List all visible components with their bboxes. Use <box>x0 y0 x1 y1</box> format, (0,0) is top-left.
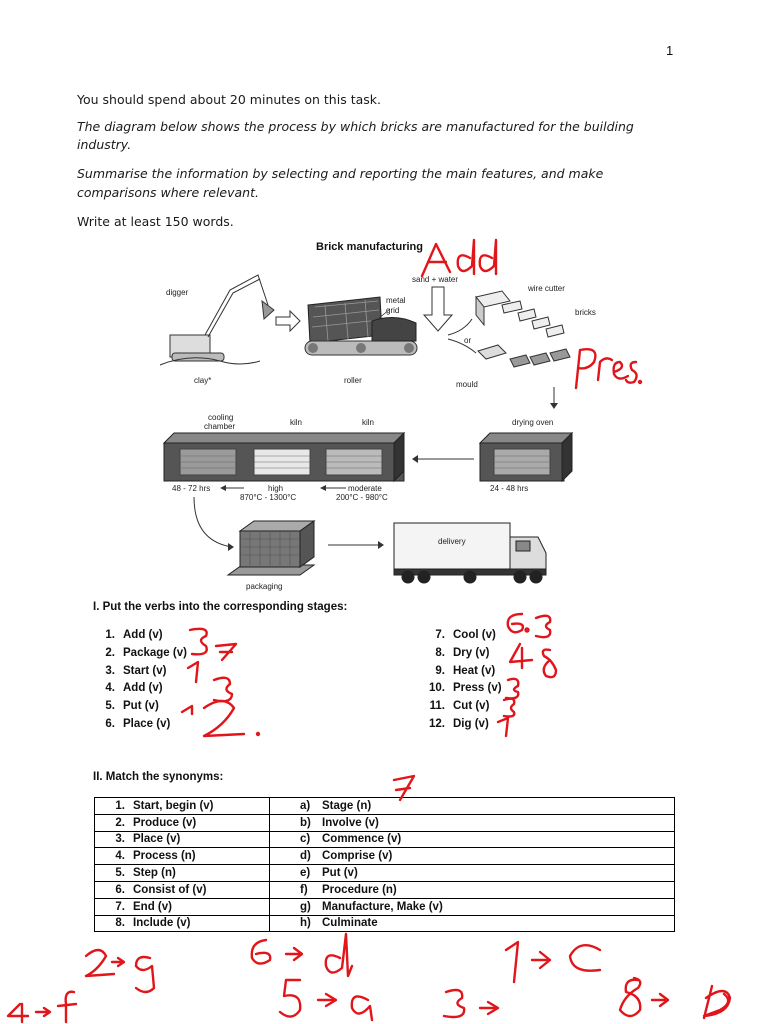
label-sand-water: sand + water <box>412 275 459 284</box>
handwritten-stage-numbers-right <box>498 614 556 736</box>
list-item: 3. Start (v) <box>105 664 167 677</box>
arrow-sand-water <box>424 287 452 331</box>
label-moderate-temp: 200°C - 980°C <box>336 493 388 502</box>
label-chamber: chamber <box>204 422 236 431</box>
label-delivery: delivery <box>438 537 466 546</box>
list-item: 4. Add (v) <box>105 682 163 695</box>
label-kiln-high: kiln <box>290 418 303 427</box>
table-row: 3. Place (v) c) Commence (v) <box>95 831 675 848</box>
label-kiln-moderate: kiln <box>362 418 375 427</box>
list-item: 8. Dry (v) <box>435 646 490 659</box>
arrow-to-packaging <box>194 497 232 547</box>
synonym-table <box>94 797 675 932</box>
label-24-48-hrs: 24 - 48 hrs <box>490 484 529 493</box>
handwritten-match-answers <box>8 934 730 1022</box>
label-packaging: packaging <box>246 582 283 591</box>
label-digger: digger <box>166 288 189 297</box>
task-prompt-line-2: industry. <box>77 137 132 152</box>
list-item: 12. Dig (v) <box>429 717 489 730</box>
metal-grid-roller-illustration <box>305 297 417 355</box>
list-item: 11. Cut (v) <box>429 700 490 713</box>
table-row: 2. Produce (v) b) Involve (v) <box>95 814 675 831</box>
label-roller: roller <box>344 376 362 385</box>
diagram-title: Brick manufacturing <box>316 241 423 253</box>
label-metal: metal <box>386 296 406 305</box>
label-drying-oven: drying oven <box>512 418 554 427</box>
label-high-temp: 870°C - 1300°C <box>240 493 297 502</box>
drying-oven <box>480 433 572 481</box>
label-moderate: moderate <box>348 484 382 493</box>
task-summary-line-1: Summarise the information by selecting and reporting the main features, and make <box>77 166 604 181</box>
list-item: 9. Heat (v) <box>435 664 496 677</box>
list-item: 10. Press (v) <box>429 682 502 695</box>
list-item: 2. Package (v) <box>105 646 187 659</box>
arrow-to-wire-cutter <box>448 319 472 335</box>
list-item: 5. Put (v) <box>105 700 159 713</box>
verb-list-right <box>421 627 502 734</box>
delivery-truck <box>394 523 546 583</box>
label-48-72-hrs: 48 - 72 hrs <box>172 484 211 493</box>
label-grid: grid <box>386 306 400 315</box>
list-item: 6. Place (v) <box>105 717 171 730</box>
task-prompt-line-1: The diagram below shows the process by which bricks are manufactured for the building <box>77 119 634 134</box>
task-word-count: Write at least 150 words. <box>77 214 234 229</box>
list-item: 1. Add (v) <box>105 629 163 641</box>
mould-illustration <box>478 345 570 367</box>
table-row: 8. Include (v) h) Culminate <box>95 915 675 932</box>
label-bricks: bricks <box>575 308 596 317</box>
page-number: 1 <box>666 43 674 58</box>
arrow-to-mould <box>448 339 476 353</box>
task-summary-line-2: comparisons where relevant. <box>77 185 259 200</box>
label-high: high <box>268 484 284 493</box>
arrow-to-grid <box>276 311 300 331</box>
cooling-kiln-chamber <box>164 433 404 481</box>
task-time-instruction: You should spend about 20 minutes on this task. <box>77 92 381 107</box>
table-row: 6. Consist of (v) f) Procedure (n) <box>95 881 675 898</box>
table-row: 4. Process (n) d) Comprise (v) <box>95 848 675 865</box>
wire-cutter-illustration <box>476 291 564 337</box>
label-wire-cutter: wire cutter <box>528 284 565 293</box>
label-mould: mould <box>456 380 478 389</box>
label-clay: clay* <box>194 376 212 385</box>
list-item: 7. Cool (v) <box>435 629 496 641</box>
brick-manufacturing-diagram <box>150 235 605 595</box>
table-row: 5. Step (n) e) Put (v) <box>95 865 675 882</box>
label-or: or <box>464 336 472 345</box>
table-row: 1. Start, begin (v) a) Stage (n) <box>95 798 675 815</box>
section-2-heading: II. Match the synonyms: <box>93 771 224 783</box>
label-cooling: cooling <box>208 413 234 422</box>
verb-list-left <box>91 627 187 734</box>
section-1-heading: I. Put the verbs into the corresponding stages: <box>93 601 348 613</box>
table-row: 7. End (v) g) Manufacture, Make (v) <box>95 898 675 915</box>
handwritten-stage-numbers-left <box>182 629 259 736</box>
packaging-pallet <box>228 521 314 575</box>
